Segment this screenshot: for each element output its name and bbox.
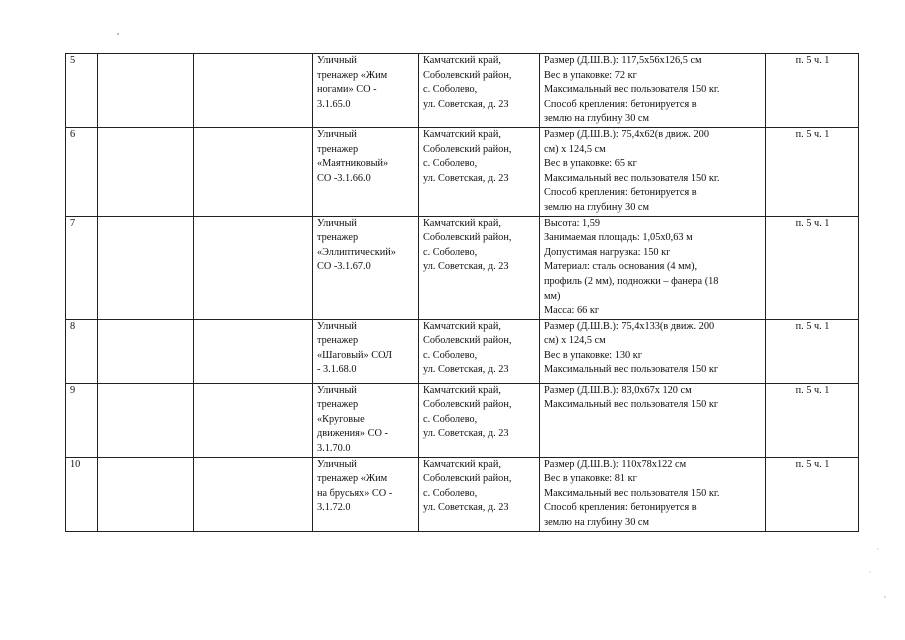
equipment-specs: Размер (Д.Ш.В.): 75,4х133(в движ. 200 см) х 124,5 см Вес в упаковке: 130 кг Максимальный вес пользователя 150 кг [540, 319, 766, 383]
empty-cell [98, 216, 194, 319]
empty-cell [98, 457, 194, 531]
equipment-name: Уличный тренажер «Шаговый» СОЛ - 3.1.68.0 [313, 319, 419, 383]
empty-cell [194, 383, 313, 457]
equipment-address: Камчатский край, Соболевский район, с. Соболево, ул. Советская, д. 23 [419, 457, 540, 531]
equipment-specs: Размер (Д.Ш.В.): 75,4х62(в движ. 200 см) х 124,5 см Вес в упаковке: 65 кг Максимальный вес пользователя 150 кг. Способ крепления: бетонируется в землю на глубину 30 см [540, 127, 766, 216]
equipment-name: Уличный тренажер «Круговые движения» СО - 3.1.70.0 [313, 383, 419, 457]
equipment-address: Камчатский край, Соболевский район, с. Соболево, ул. Советская, д. 23 [419, 383, 540, 457]
table-row [66, 216, 859, 319]
equipment-specs: Размер (Д.Ш.В.): 83,0х67х 120 см Максимальный вес пользователя 150 кг [540, 383, 766, 457]
table-row [66, 457, 859, 531]
equipment-name: Уличный тренажер «Эллиптический» СО -3.1.67.0 [313, 216, 419, 319]
row-number: 9 [66, 383, 98, 457]
legal-reference: п. 5 ч. 1 [766, 127, 859, 216]
legal-reference: п. 5 ч. 1 [766, 54, 859, 128]
equipment-name: Уличный тренажер «Маятниковый» СО -3.1.66.0 [313, 127, 419, 216]
empty-cell [98, 127, 194, 216]
table-row [66, 127, 859, 216]
row-number: 5 [66, 54, 98, 128]
empty-cell [194, 54, 313, 128]
legal-reference: п. 5 ч. 1 [766, 457, 859, 531]
equipment-specs: Размер (Д.Ш.В.): 117,5х56х126,5 см Вес в упаковке: 72 кг Максимальный вес пользователя 150 кг. Способ крепления: бетонируется в землю на глубину 30 см [540, 54, 766, 128]
table-row [66, 383, 859, 457]
equipment-table [65, 53, 859, 532]
table-row [66, 319, 859, 383]
equipment-address: Камчатский край, Соболевский район, с. Соболево, ул. Советская, д. 23 [419, 216, 540, 319]
row-number: 8 [66, 319, 98, 383]
empty-cell [194, 216, 313, 319]
equipment-specs: Размер (Д.Ш.В.): 110х78х122 см Вес в упаковке: 81 кг Максимальный вес пользователя 150 кг. Способ крепления: бетонируется в землю на глубину 30 см [540, 457, 766, 531]
empty-cell [98, 319, 194, 383]
equipment-address: Камчатский край, Соболевский район, с. Соболево, ул. Советская, д. 23 [419, 127, 540, 216]
equipment-specs: Высота: 1,59 Занимаемая площадь: 1,05х0,63 м Допустимая нагрузка: 150 кг Материал: сталь основания (4 мм), профиль (2 мм), подножки – фанера (18 мм) Масса: 66 кг [540, 216, 766, 319]
row-number: 10 [66, 457, 98, 531]
equipment-address: Камчатский край, Соболевский район, с. Соболево, ул. Советская, д. 23 [419, 319, 540, 383]
legal-reference: п. 5 ч. 1 [766, 319, 859, 383]
empty-cell [98, 54, 194, 128]
row-number: 6 [66, 127, 98, 216]
empty-cell [194, 127, 313, 216]
row-number: 7 [66, 216, 98, 319]
legal-reference: п. 5 ч. 1 [766, 383, 859, 457]
empty-cell [194, 319, 313, 383]
table-row [66, 54, 859, 128]
empty-cell [194, 457, 313, 531]
equipment-address: Камчатский край, Соболевский район, с. Соболево, ул. Советская, д. 23 [419, 54, 540, 128]
empty-cell [98, 383, 194, 457]
equipment-name: Уличный тренажер «Жим на брусьях» СО - 3.1.72.0 [313, 457, 419, 531]
legal-reference: п. 5 ч. 1 [766, 216, 859, 319]
equipment-name: Уличный тренажер «Жим ногами» СО - 3.1.65.0 [313, 54, 419, 128]
